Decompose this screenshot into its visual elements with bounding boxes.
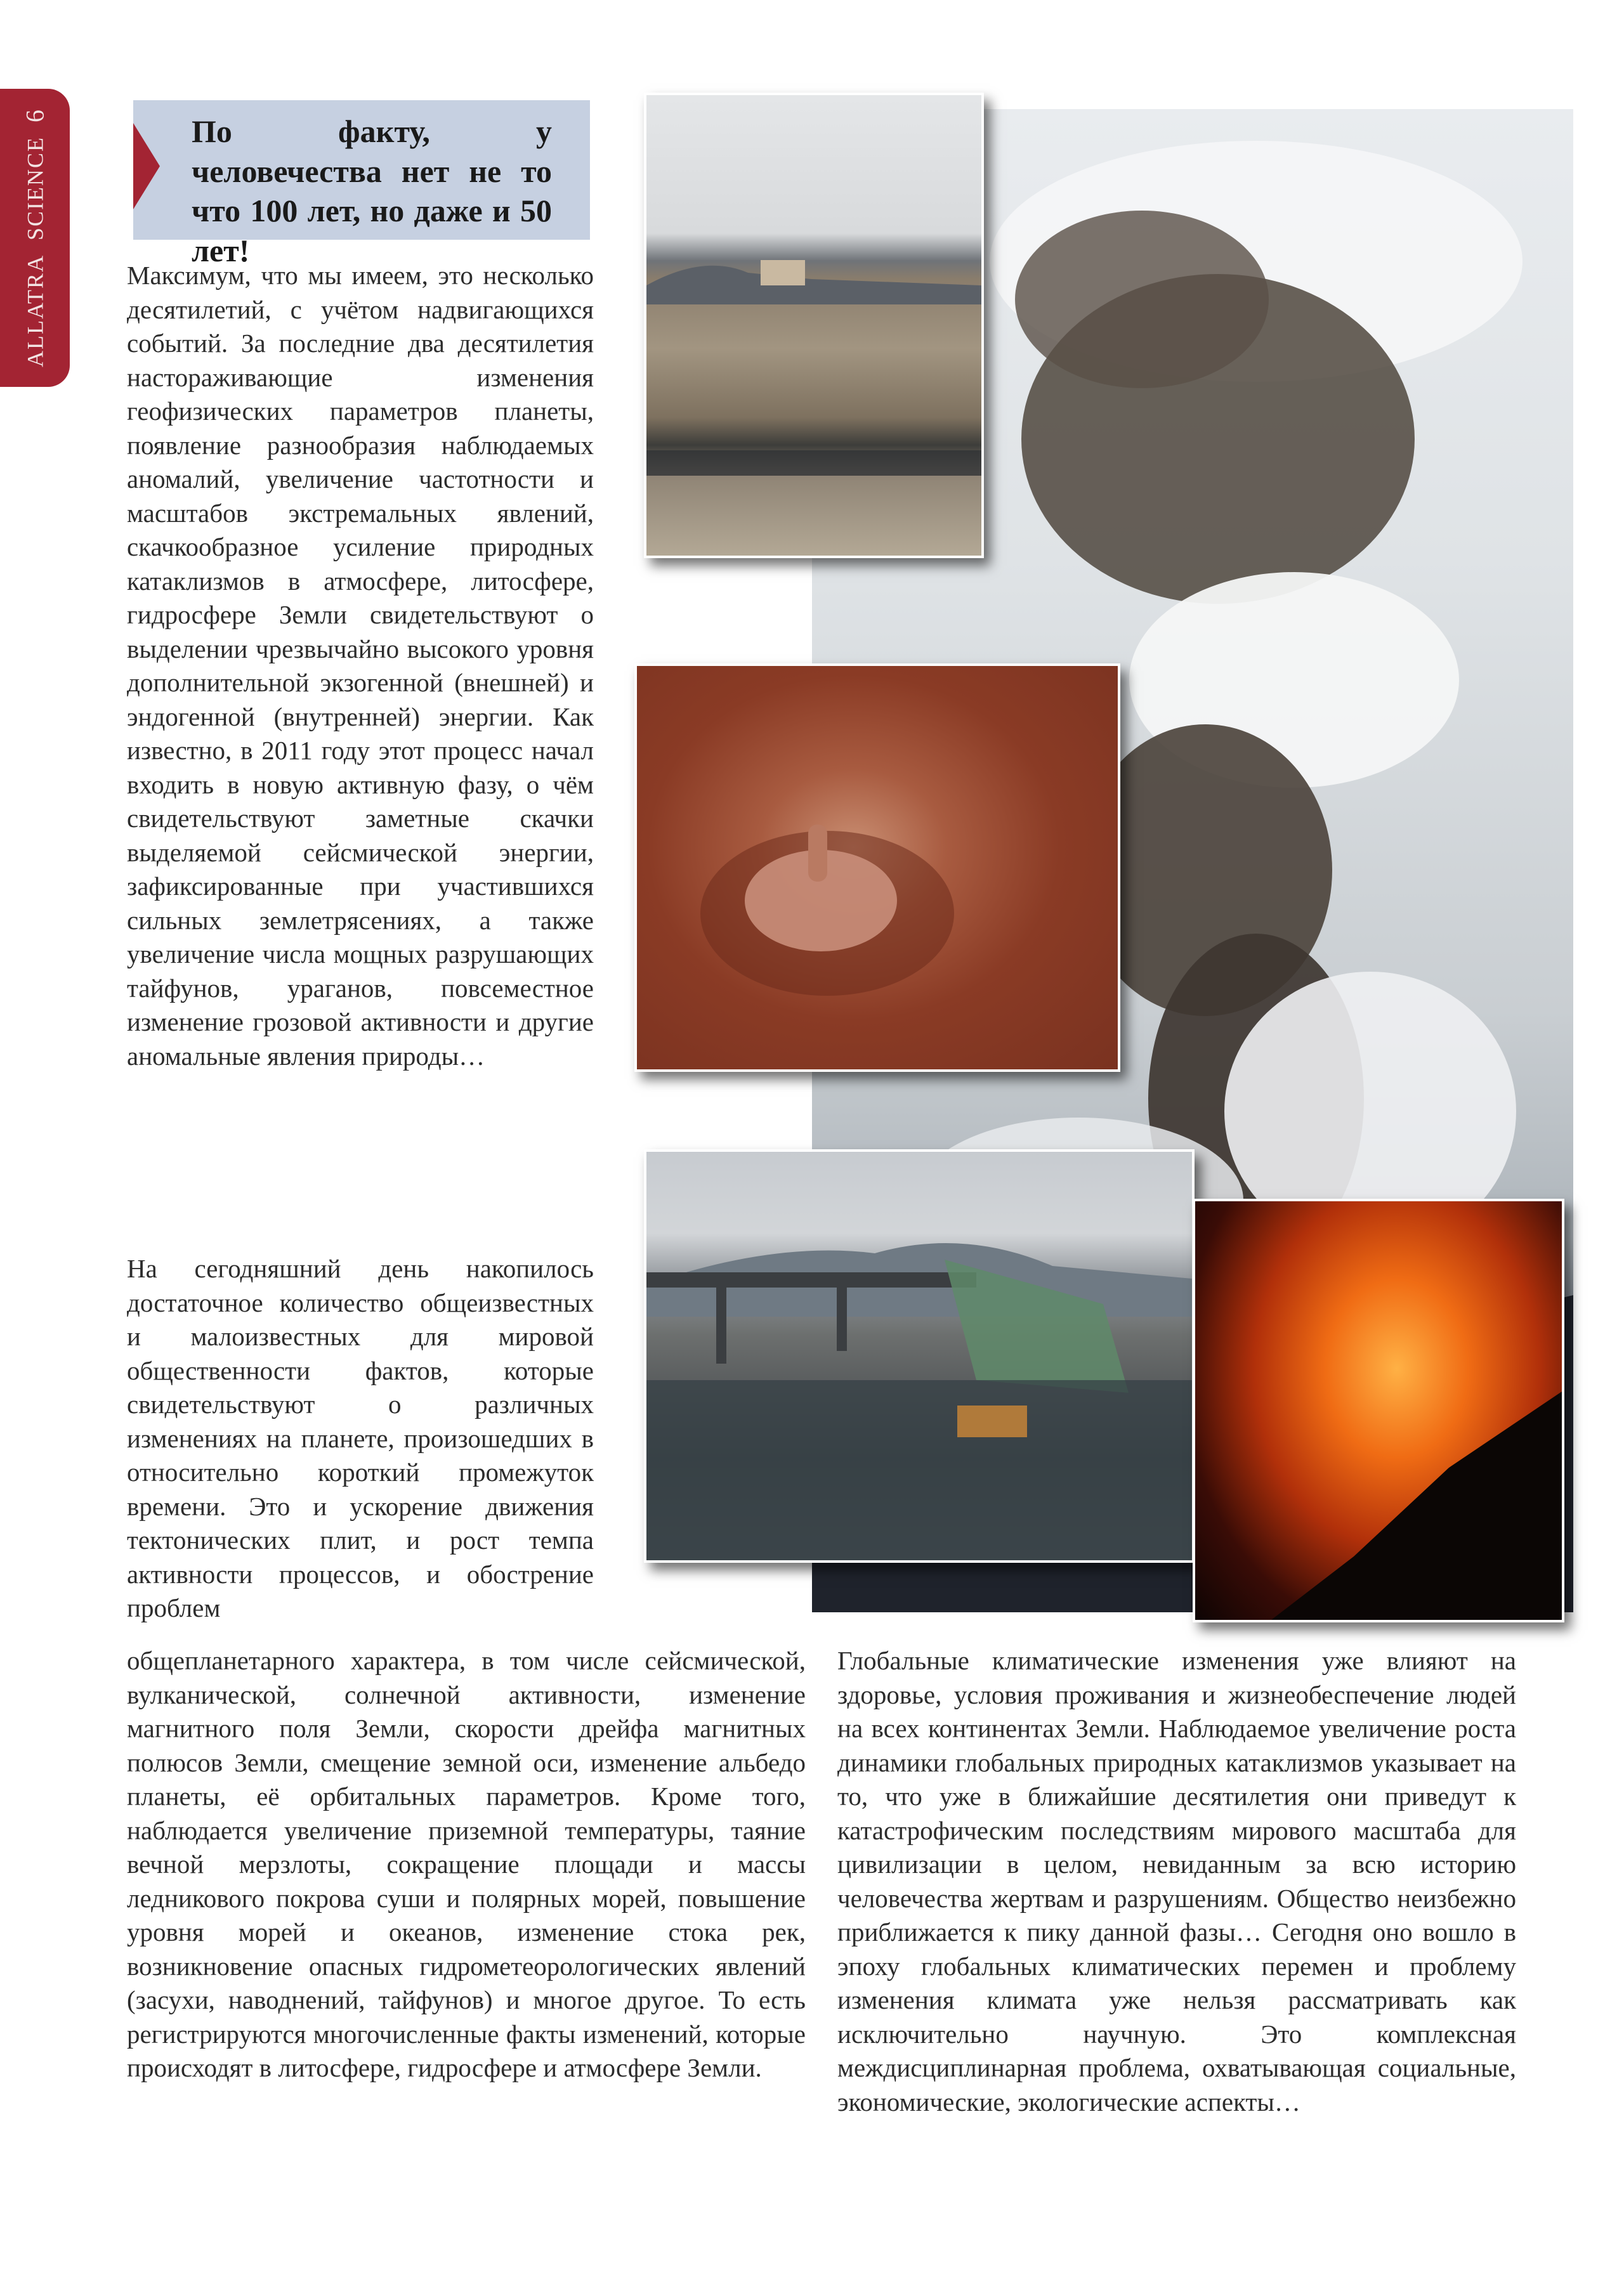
collapsed-bridge-photo [644,1149,1195,1563]
side-tab [0,89,70,387]
section-label: SCIENCE [22,136,48,241]
lava-eruption-photo [1193,1199,1564,1622]
page-number: 6 [20,108,49,122]
paragraph-2-start: На сегодняшний день накопилось достаточное количество общеизвестных и малоизвестных для мировой общественности фактов, которые свидетельствуют о различных изменениях на планете, произошедших в относительно короткий промежуток времени. Это и ускорение движения тектонических плит, и рост темпа активности процессов, и обострение проблем [127,1254,594,1622]
callout-arrow-icon [133,123,160,209]
callout-box [133,100,590,268]
mud-volcano-photo [634,663,1120,1072]
side-tab-label [20,108,50,367]
brand-label: ALLATRA [22,254,48,368]
earthquake-ruins-photo [644,93,984,558]
paragraph-3: Глобальные климатические изменения уже влияют на здоровье, условия проживания и жизнеобеспечение людей на всех континентах Земли. Наблюдаемое увеличение роста динамики глобальных природных катаклизмов указывает на то, что уже в ближайшие десятилетия они приведут к катастрофическим последствиям мирового масштаба для цивилизации в целом, невиданным за всю историю человечества жертвам и разрушениям. Общество неизбежно приближается к пику данной фазы… Сегодня оно вошло в эпоху глобальных климатических перемен и проблему изменения климата уже нельзя рассматривать как исключительно научную. Это комплексная междисциплинарная проблема, охватывающая социальные, экономические, экологические аспекты… [837,1646,1516,2117]
paragraph-1: Максимум, что мы имеем, это несколько десятилетий, с учётом надвигающихся событий. За последние два десятилетия настораживающие изменения геофизических параметров планеты, появление разнообразия наблюдаемых аномалий, увеличение частотности и масштабов экстремальных явлений, скачкообразное усиление природных катаклизмов в атмосфере, литосфере, гидросфере Земли свидетельствуют о выделении чрезвычайно высокого уровня дополнительной экзогенной (внешней) и эндогенной (внутренней) энергии. Как известно, в 2011 году этот процесс начал входить в новую активную фазу, о чём свидетельствуют заметные скачки выделяемой сейсмической энергии, зафиксированные при участившихся сильных землетрясениях, а также увеличение числа мощных разрушающих тайфунов, ураганов, повсеместное изменение грозовой активности и другие аномальные явления природы… [127,261,594,1071]
paragraph-2-end: общепланетарного характера, в том числе сейсмической, вулканической, солнечной активности, изменение магнитного поля Земли, скорости дрейфа магнитных полюсов Земли, смещение земной оси, изменение альбедо планеты, её орбитальных параметров. Кроме того, наблюдается увеличение приземной температуры, таяние вечной мерзлоты, сокращение площади и массы ледникового покрова суши и полярных морей, повышение уровня морей и океанов, изменение стока рек, возникновение опасных гидрометеорологических явлений (засухи, наводнений, тайфунов) и многое другое. То есть регистрируются многочисленные факты изменений, которые происходят в литосфере, гидросфере и атмосфере Земли. [127,1646,806,2082]
callout-text: По факту, у человечества нет не то что 100 лет, но даже и 50 лет! [192,114,552,268]
